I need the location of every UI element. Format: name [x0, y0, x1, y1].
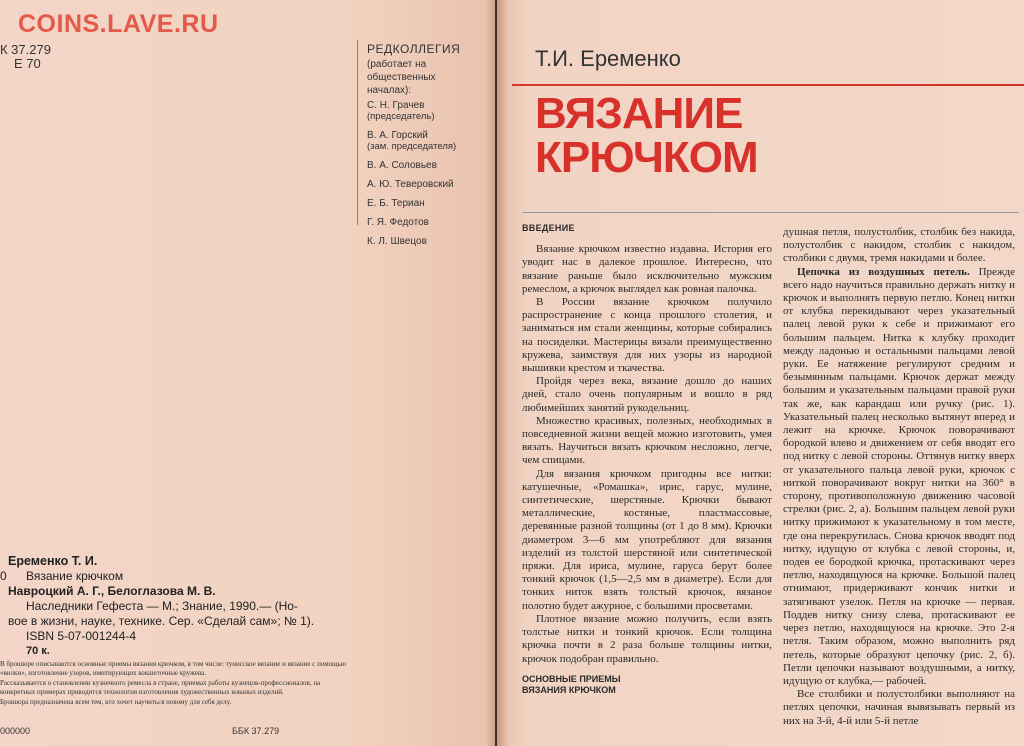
section-heading-line-1: ОСНОВНЫЕ ПРИЕМЫ: [522, 673, 621, 684]
author-name: Т.И. Еременко: [535, 46, 681, 71]
bib-margin-digit: 0: [0, 569, 7, 583]
library-code-line-1: К 37.279: [0, 42, 51, 57]
annotation-paragraph: В брошюре описываются основные приемы вязания крючком, в том числе: тунисское вязание и вязание с помощью «вилки», изготовление узоров, имитирующих кокшеточные кружева.: [0, 660, 346, 677]
left-page: [0, 0, 495, 746]
paragraph: Вязание крючком известно издавна. История его уводит нас в далекое прошлое. Интересно, что вязание раньше было исключительно мужским ремеслом, а крючок выглядел как ровная палочка.: [522, 243, 772, 295]
member-name: С. Н. Грачев: [367, 100, 425, 111]
annotation-paragraph: Рассказывается о становлении кузнечного ремесла в стране, приемах работы кузнецов-профессионалов, на конкретных примерах приводится технология изготовления художественных кованых изделий.: [0, 679, 321, 696]
bib-isbn: ISBN 5-07-001244-4: [26, 629, 137, 643]
paragraph: душная петля, полустолбик, столбик без накида, полустолбик с накидом, столбик с накидом, столбики с двумя, тремя накидами и более.: [783, 226, 1015, 265]
editorial-member: [367, 130, 487, 152]
runin-heading: Цепочка из воздушных петель.: [797, 265, 970, 278]
bib-price: 70 к.: [26, 645, 50, 657]
editorial-board-title: РЕДКОЛЛЕГИЯ: [367, 42, 461, 56]
paragraph: [783, 266, 1015, 689]
bib-publisher-line-2: вое в жизни, науке, технике. Сер. «Сделай сам»; № 1).: [8, 614, 315, 628]
editorial-board-note: (работает на общественных началах):: [367, 59, 436, 96]
bottom-bbk: ББК 37.279: [232, 726, 280, 736]
editorial-divider: [357, 40, 358, 225]
text-column-right: [783, 226, 1015, 728]
paragraph: Множество красивых, полезных, необходимых в повседневной жизни вещей можно изготовить, умея вязать. Научиться вязать крючком несложно, легче, чем спицами.: [522, 414, 772, 467]
bib-title: Вязание крючком: [26, 569, 124, 583]
editorial-member: [367, 160, 487, 171]
annotation-note: [0, 660, 350, 709]
bib-title-line: [0, 569, 330, 584]
paragraph: Плотное вязание можно получить, если взять толстые нитки и тонкий крючок. Если толщина крючка почти в 2 раза больше толщины нитки, крючок подобран правильно.: [522, 612, 772, 665]
member-name: А. Ю. Теверовский: [367, 179, 454, 190]
book-title-line-2: КРЮЧКОМ: [535, 133, 758, 182]
bottom-number: 000000: [0, 726, 31, 736]
annotation-paragraph: Брошюра предназначена всем тем, кто хочет научиться новому для себя делу.: [0, 698, 232, 706]
book-title-line-1: ВЯЗАНИЕ: [535, 89, 743, 138]
member-name: Е. Б. Териан: [367, 198, 425, 209]
editorial-member: [367, 198, 487, 209]
right-page: [497, 0, 1024, 746]
editorial-member: [367, 100, 487, 122]
member-role: (председатель): [367, 111, 435, 122]
section-divider: [522, 212, 1019, 213]
red-rule: [512, 84, 1024, 86]
member-name: В. А. Горский: [367, 130, 428, 141]
paragraph: В России вязание крючком получило распространение с конца прошлого столетия, и заниматься им стали женщины, которые собирались на посиделки. Мастерицы вязали преимущественно кружева, заимствуя для них узоры из народной вышивки крестом и ткачества.: [522, 296, 772, 375]
bib-author: Еременко Т. И.: [8, 554, 98, 568]
paragraph: Пройдя через века, вязание дошло до наших дней, стало очень популярным и вошло в ряд любимейших занятий рукодельниц.: [522, 375, 772, 414]
editorial-member: [367, 217, 487, 228]
book-title: [535, 89, 758, 182]
text-column-left: [522, 222, 772, 696]
member-name: К. Л. Швецов: [367, 236, 427, 247]
bibliographic-record: [0, 554, 330, 659]
bib-publisher-line-1: Наследники Гефеста — М.; Знание, 1990.— (Но-: [26, 599, 298, 613]
member-role: (зам. председателя): [367, 141, 457, 152]
editorial-member: [367, 179, 487, 190]
editorial-board-list: [367, 100, 487, 255]
member-name: Г. Я. Федотов: [367, 217, 429, 228]
editorial-member: [367, 236, 487, 247]
watermark: COINS.LAVE.RU: [18, 10, 219, 38]
bib-coauthors: Навроцкий А. Г., Белоглазова М. В.: [8, 584, 216, 598]
book-gutter: [486, 0, 508, 746]
section-heading-line-2: ВЯЗАНИЯ КРЮЧКОМ: [522, 684, 616, 695]
paragraph-text: Прежде всего надо научиться правильно держать нитку и крючок и выполнять первую петлю. Конец нитки от клубка перекидывают через указательный палец левой руки к себе и прижимают его большим пальцем. Нитка к клубку проходит между ладонью и остальными пальцами левой руки. Ее натяжение регулируют средним и безымянным пальцами. Крючок держат между большим и указательным пальцами правой руки так же, как карандаш или ручку (рис. 1). Указательный палец несколько вытянут вперед и лежит на крючке. Крючок поворачивают бородкой влево и движением от себя вводят его под нитку с левой стороны. Оттянув нитку вверх от указательного пальца левой руки, крючок с ниткой поворачивают вокруг нитки на 360° в сторону, противоположную движению часовой стрелки (рис. 2, а). Большим пальцем левой руки нитку прижимают к указательному в том месте, где она перекрутилась. Снова крючок вводят под нитку, идущую от клубка с левой стороны, и, подев ее бородкой крючка, протаскивают через петлю, находящуюся на крючке. Большой палец отнимают, придерживают кончик нитки и затягивают узелок. Петля на крючке — первая. Поддев нитку снизу слева, протаскивают ее через петлю, находящуюся на крючке. Это 2-я петля. Таким образом, можно выполнить ряд петель, которые образуют цепочку (рис. 2, б). Петли цепочки называют воздушными, а нитку, идущую от клубка,— рабочей.: [783, 265, 1016, 687]
library-code-line-2: Е 70: [14, 56, 41, 71]
paragraph: Все столбики и полустолбики выполняют на петлях цепочки, начиная вывязывать первый из них на 3-й, 4-й или 5-й петле: [783, 688, 1015, 727]
member-name: В. А. Соловьев: [367, 160, 437, 171]
intro-heading: ВВЕДЕНИЕ: [522, 223, 575, 233]
paragraph: Для вязания крючком пригодны все нитки: катушечные, «Ромашка», ирис, гарус, мулине, синтетические, шерстяные. Крючки бывают металлические, костяные, пластмассовые, деревянные разной толщины (от 1 до 8 мм). Крючки диаметром 3—6 мм употребляют для вязания изделий из толстой шерстяной или синтетической пряжи. Для ириса, мулине, гаруса берут более тонкий крючок (1,5—2,5 мм в диаметре). Если для тонких ниток взять толстый крючок, вязаное полотно будет ажурное, с большими просветами.: [522, 467, 772, 612]
